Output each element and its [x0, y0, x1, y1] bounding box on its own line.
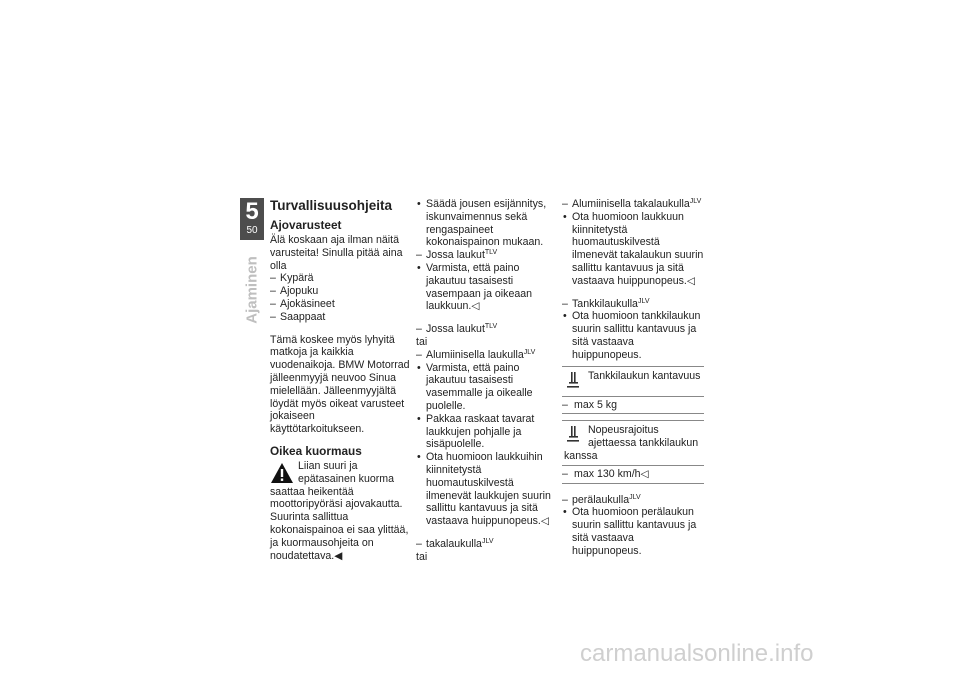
warning-block [270, 460, 410, 562]
spec-label: Nopeusrajoitus ajettaessa tankkilaukun [588, 424, 699, 450]
bullet-item: • Ota huomioon laukkuihin kiinnitetystä huomautuskilvestä ilmenevät laukkujen suurin sallittu kantavuus ja sitä vastaava huippunopeus.◁ [416, 451, 556, 528]
option-code: JLV [523, 348, 536, 356]
condition-item [562, 198, 704, 211]
condition-text: Alumiinisella laukulla [426, 348, 524, 361]
condition-item [562, 494, 704, 507]
option-code: JLV [689, 198, 702, 205]
condition-text: Tankkilaukulla [572, 297, 638, 310]
spec-value: – max 5 kg [562, 396, 704, 414]
bullet-item: • Ota huomioon laukkuun kiinnitetystä huomautuskilvestä ilmenevät takalaukun suurin sallittu kantavuus ja sitä vastaava huippunopeus.◁ [562, 211, 704, 288]
chapter-label-text: Ajaminen [243, 256, 261, 324]
column-1 [270, 198, 410, 562]
gear-item: – Ajokäsineet [270, 298, 410, 311]
spec-tool-icon [566, 425, 580, 443]
spec-box-load [562, 366, 704, 415]
condition-item [562, 298, 704, 311]
gear-item: – Ajopuku [270, 285, 410, 298]
condition-text: perälaukulla [572, 493, 630, 506]
condition-text: takalaukulla [426, 537, 482, 550]
condition-item [416, 349, 556, 362]
bullet-item: • Ota huomioon tankkilaukun suurin sallittu kantavuus ja sitä vastaava huippunopeus. [562, 310, 704, 361]
section-heading-loading: Oikea kuormaus [270, 443, 362, 458]
condition-item [416, 249, 556, 262]
column-3 [562, 198, 704, 558]
spec-box-speed [562, 420, 704, 483]
chapter-tab [240, 198, 264, 240]
bullet-item: • Säädä jousen esijännitys, iskunvaimennus sekä rengaspaineet kokonaispainon mukaan. [416, 198, 556, 249]
chapter-label [233, 245, 273, 335]
column-2 [416, 198, 556, 564]
gear-item: – Saappaat [270, 311, 410, 324]
spec-tool-icon [566, 371, 580, 389]
spec-box-header [562, 421, 704, 464]
section-heading-gear: Ajovarusteet [270, 218, 342, 232]
end-marker-icon: ◀ [334, 549, 343, 562]
warning-text: Liian suuri ja epätasainen kuorma saattaa heikentää moottoripyöräsi ajovakautta. Suurinta sallittua kokonaispainoa ei saa ylittää, ja kuormausohjeita on noudatettava. [270, 459, 409, 562]
spec-box-header [562, 367, 704, 396]
condition-text: Jossa laukut [426, 323, 485, 336]
gear-item: – Kypärä [270, 272, 410, 285]
bullet-item: • Varmista, että paino jakautuu tasaisesti vasemmalle ja oikealle puolelle. [416, 362, 556, 413]
condition-item [416, 538, 556, 551]
condition-text: Alumiinisella takalaukulla [572, 198, 690, 210]
or-text: tai [416, 550, 428, 563]
condition-text: Jossa laukut [426, 249, 485, 262]
option-code: JLV [637, 297, 650, 305]
bullet-item: • Pakkaa raskaat tavarat laukkujen pohjalle ja sisäpuolelle. [416, 413, 556, 451]
or-text: tai [416, 335, 428, 348]
option-code: JLV [629, 493, 641, 501]
bullet-item: • Varmista, että paino jakautuu tasaisesti vasempaan ja oikeaan laukkuun.◁ [416, 262, 556, 313]
option-code: TLV [484, 323, 498, 331]
warning-icon [270, 462, 294, 484]
page-number: 50 [246, 225, 258, 236]
gear-intro: Älä koskaan aja ilman näitä varusteita! Sinulla pitää aina olla [270, 234, 403, 272]
spec-value: – max 130 km/h◁ [562, 465, 704, 483]
spec-label-cont: kanssa [564, 449, 598, 462]
chapter-number: 5 [245, 198, 259, 225]
bullet-item: • Ota huomioon perälaukun suurin sallittu kantavuus ja sitä vastaava huippunopeus. [562, 506, 704, 557]
condition-item [416, 323, 556, 336]
watermark: carmanualsonline.info [580, 640, 814, 667]
page-title: Turvallisuusohjeita [270, 198, 393, 213]
option-code: TLV [484, 249, 498, 257]
gear-paragraph: Tämä koskee myös lyhyitä matkoja ja kaikkia vuodenaikoja. BMW Motorrad jälleenmyyjä neuvoo Sinua mielellään. Jälleenmyyjältä löydät myös oikeat varusteet jokaiseen käyttötarkoitukseen. [270, 333, 410, 436]
spec-label: Tankkilaukun kantavuus [588, 369, 701, 382]
option-code: JLV [481, 537, 494, 545]
